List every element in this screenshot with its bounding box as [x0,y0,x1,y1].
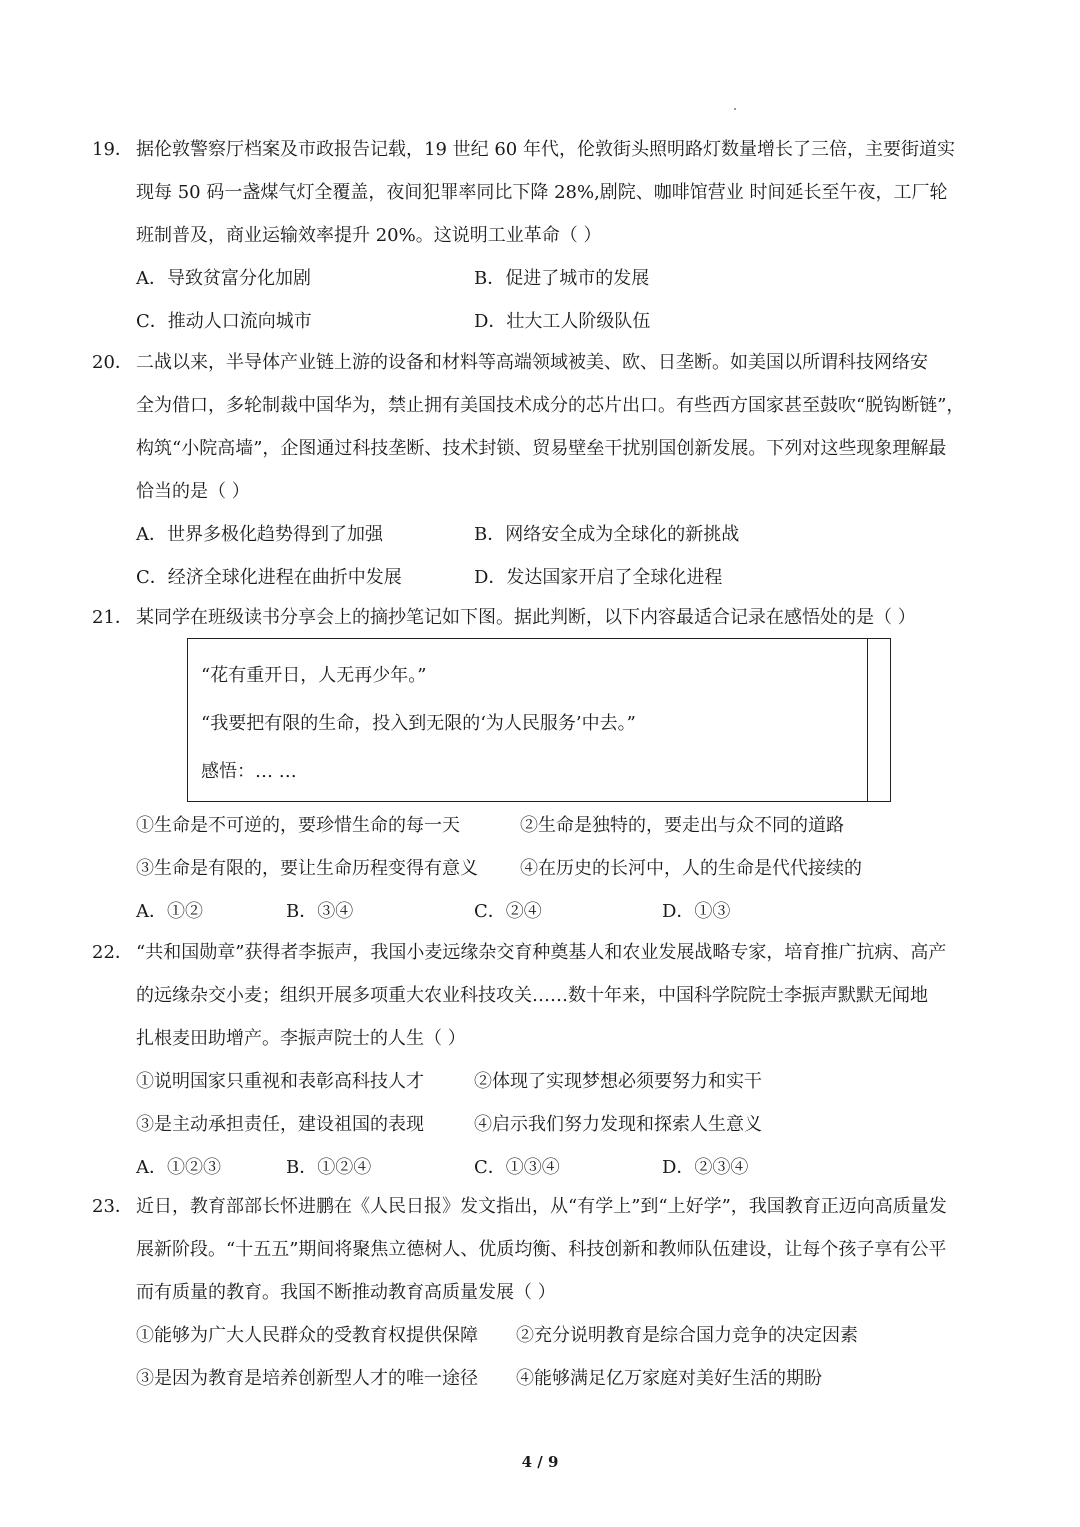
statement-3: ③生命是有限的，要让生命历程变得有意义 [136,858,478,879]
statement-1: ①说明国家只重视和表彰高科技人才 [136,1071,424,1092]
statement-1: ①生命是不可逆的，要珍惜生命的每一天 [136,815,460,836]
statement-1: ①能够为广大人民群众的受教育权提供保障 [136,1325,478,1346]
stem-line: 班制普及，商业运输效率提升 20%。这说明工业革命（ ） [136,225,602,246]
statement-3: ③是主动承担责任，建设祖国的表现 [136,1114,424,1135]
option-b[interactable]: B．网络安全成为全球化的新挑战 [474,524,740,545]
stem-line: 而有质量的教育。我国不断推动教育高质量发展（ ） [136,1282,556,1303]
option-b[interactable]: B．促进了城市的发展 [474,268,650,289]
option-a[interactable]: A．①②③ [136,1157,221,1178]
stem-line: 展新阶段。“十五五”期间将聚焦立德树人、优质均衡、科技创新和教师队伍建设，让每个孩子享有公平 [136,1239,947,1260]
question-21 [92,596,992,639]
page-number: 4 / 9 [521,1453,559,1471]
option-d[interactable]: D．壮大工人阶级队伍 [474,311,651,332]
stem-line: 二战以来，半导体产业链上游的设备和材料等高端领域被美、欧、日垄断。如美国以所谓科技网络安 [136,352,928,373]
option-a[interactable]: A．①② [136,901,203,922]
option-c[interactable]: C．②④ [474,901,542,922]
stem-line: 全为借口，多轮制裁中国华为，禁止拥有美国技术成分的芯片出口。有些西方国家甚至鼓吹“脱钩断链”， [136,395,965,416]
question-number: 19． [92,139,133,160]
stem-line: 扎根麦田助增产。李振声院士的人生（ ） [136,1028,466,1049]
statement-2: ②充分说明教育是综合国力竞争的决定因素 [516,1325,858,1346]
note-reflection: 感悟：… … [201,761,297,782]
statement-4: ④能够满足亿万家庭对美好生活的期盼 [516,1368,822,1389]
option-b[interactable]: B．①②④ [286,1157,372,1178]
stem-line: 近日，教育部部长怀进鹏在《人民日报》发文指出，从“有学上”到“上好学”，我国教育正迈向高质量发 [136,1196,947,1217]
stem-line: 现每 50 码一盏煤气灯全覆盖，夜间犯罪率同比下降 28%,剧院、咖啡馆营业 时间延长至午夜，工厂轮 [136,182,948,203]
option-a[interactable]: A．导致贫富分化加剧 [136,268,311,289]
stem-line: 构筑“小院高墙”，企图通过科技垄断、技术封锁、贸易壁垒干扰别国创新发展。下列对这些现象理解最 [136,438,947,459]
stem-line: 据伦敦警察厅档案及市政报告记载，19 世纪 60 年代，伦敦街头照明路灯数量增长了三倍，主要街道实 [136,139,955,160]
question-22 [92,931,992,1189]
option-c[interactable]: C．①③④ [474,1157,560,1178]
option-d[interactable]: D．②③④ [662,1157,749,1178]
question-19 [92,128,992,343]
statement-3: ③是因为教育是培养创新型人才的唯一途径 [136,1368,478,1389]
note-margin-rule [867,639,868,801]
stem-line: “共和国勋章”获得者李振声，我国小麦远缘杂交育种奠基人和农业发展战略专家，培育推广抗病、高产 [136,942,947,963]
statement-2: ②生命是独特的，要走出与众不同的道路 [520,815,844,836]
option-d[interactable]: D．①③ [662,901,731,922]
reading-note-box [187,638,891,802]
option-c[interactable]: C．推动人口流向城市 [136,311,312,332]
question-number: 20． [92,352,133,373]
question-number: 21． [92,607,133,628]
scan-speck [734,108,736,110]
option-c[interactable]: C．经济全球化进程在曲折中发展 [136,567,402,588]
option-d[interactable]: D．发达国家开启了全球化进程 [474,567,723,588]
note-quote-1: “花有重开日，人无再少年。” [201,665,427,686]
question-23 [92,1185,992,1400]
option-a[interactable]: A．世界多极化趋势得到了加强 [136,524,383,545]
question-number: 22． [92,942,133,963]
statement-4: ④在历史的长河中，人的生命是代代接续的 [520,858,862,879]
question-20 [92,341,992,599]
statement-2: ②体现了实现梦想必须要努力和实干 [474,1071,762,1092]
stem-line: 恰当的是（ ） [136,481,250,502]
option-b[interactable]: B．③④ [286,901,354,922]
note-quote-2: “我要把有限的生命，投入到无限的‘为人民服务’中去。” [201,713,636,734]
stem-line: 的远缘杂交小麦；组织开展多项重大农业科技攻关……数十年来，中国科学院院士李振声默默无闻地 [136,985,928,1006]
question-21-choices [92,804,992,933]
stem-line: 某同学在班级读书分享会上的摘抄笔记如下图。据此判断，以下内容最适合记录在感悟处的是（ ） [136,607,916,628]
question-number: 23． [92,1196,133,1217]
statement-4: ④启示我们努力发现和探索人生意义 [474,1114,762,1135]
